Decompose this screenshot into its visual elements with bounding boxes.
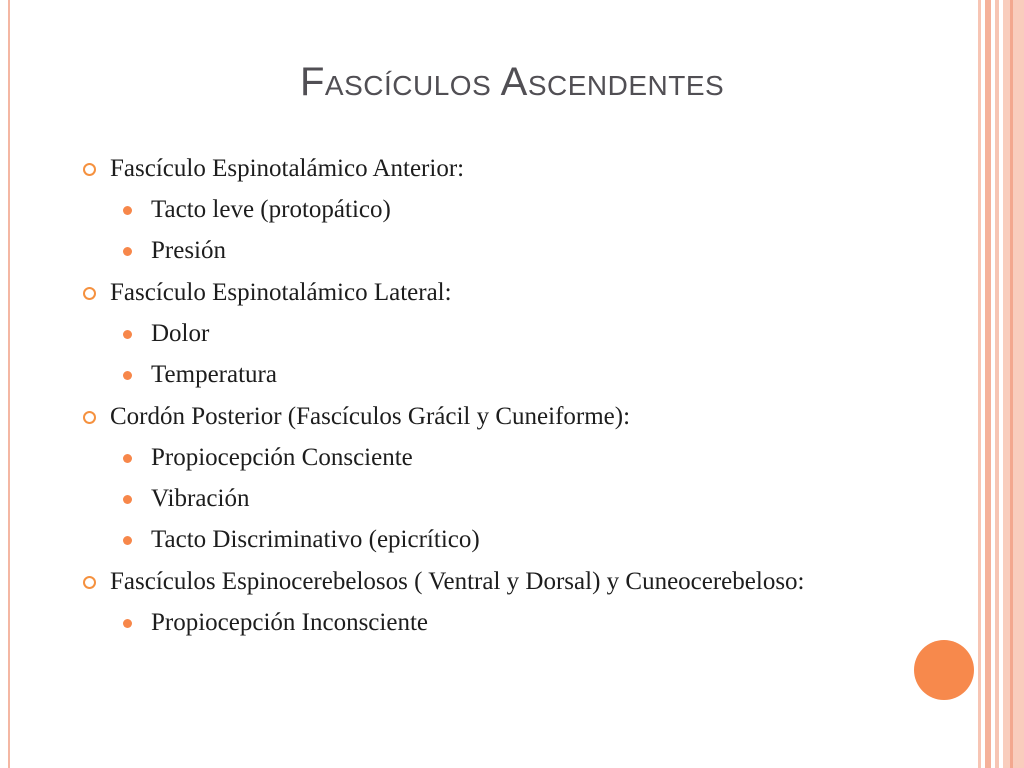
right-stripe: [1003, 0, 1024, 768]
ring-bullet-icon: [83, 411, 96, 424]
sub-list-item-text: Propiocepción Consciente: [151, 444, 413, 471]
sub-list-item: [80, 524, 860, 555]
dot-bullet-icon: [123, 536, 132, 545]
sub-list-item-text: Tacto leve (protopático): [151, 196, 391, 223]
list-item-text: Cordón Posterior (Fascículos Grácil y Cuneiforme):: [110, 403, 631, 430]
sub-list-item-text: Propiocepción Inconsciente: [151, 609, 428, 636]
list-item-text: Fascículo Espinotalámico Lateral:: [110, 279, 452, 306]
list-item: [80, 566, 860, 597]
sub-list-item-text: Presión: [151, 237, 226, 264]
dot-bullet-icon: [123, 495, 132, 504]
sub-list-item: [80, 359, 860, 390]
dot-bullet-icon: [123, 247, 132, 256]
dot-bullet-icon: [123, 619, 132, 628]
dot-bullet-icon: [123, 206, 132, 215]
right-stripe: [1010, 0, 1013, 768]
sub-list-item-text: Vibración: [151, 485, 250, 512]
sub-list-item: [80, 442, 860, 473]
right-stripe: [995, 0, 999, 768]
dot-bullet-icon: [123, 371, 132, 380]
sub-list-item-text: Dolor: [151, 320, 210, 347]
sub-list-item: [80, 318, 860, 349]
sub-list-item: [80, 235, 860, 266]
list-item: [80, 153, 860, 184]
sub-list-item-text: Tacto Discriminativo (epicrítico): [151, 526, 480, 553]
ring-bullet-icon: [83, 287, 96, 300]
list-item-text: Fascículos Espinocerebelosos ( Ventral y Dorsal) y Cuneocerebeloso:: [110, 568, 805, 595]
sub-list-item-text: Temperatura: [151, 361, 277, 388]
slide-title: Fascículos Ascendentes: [300, 60, 725, 104]
dot-bullet-icon: [123, 454, 132, 463]
sub-list-item: [80, 607, 860, 638]
bullet-list: [80, 153, 860, 638]
list-item: [80, 401, 860, 432]
list-item: [80, 277, 860, 308]
left-frame-line: [8, 0, 10, 768]
sub-list-item: [80, 194, 860, 225]
sub-list-item: [80, 483, 860, 514]
orange-circle-decoration: [914, 640, 974, 700]
ring-bullet-icon: [83, 576, 96, 589]
right-stripe: [985, 0, 991, 768]
list-item-text: Fascículo Espinotalámico Anterior:: [110, 155, 465, 182]
dot-bullet-icon: [123, 330, 132, 339]
right-stripe: [978, 0, 981, 768]
ring-bullet-icon: [83, 163, 96, 176]
